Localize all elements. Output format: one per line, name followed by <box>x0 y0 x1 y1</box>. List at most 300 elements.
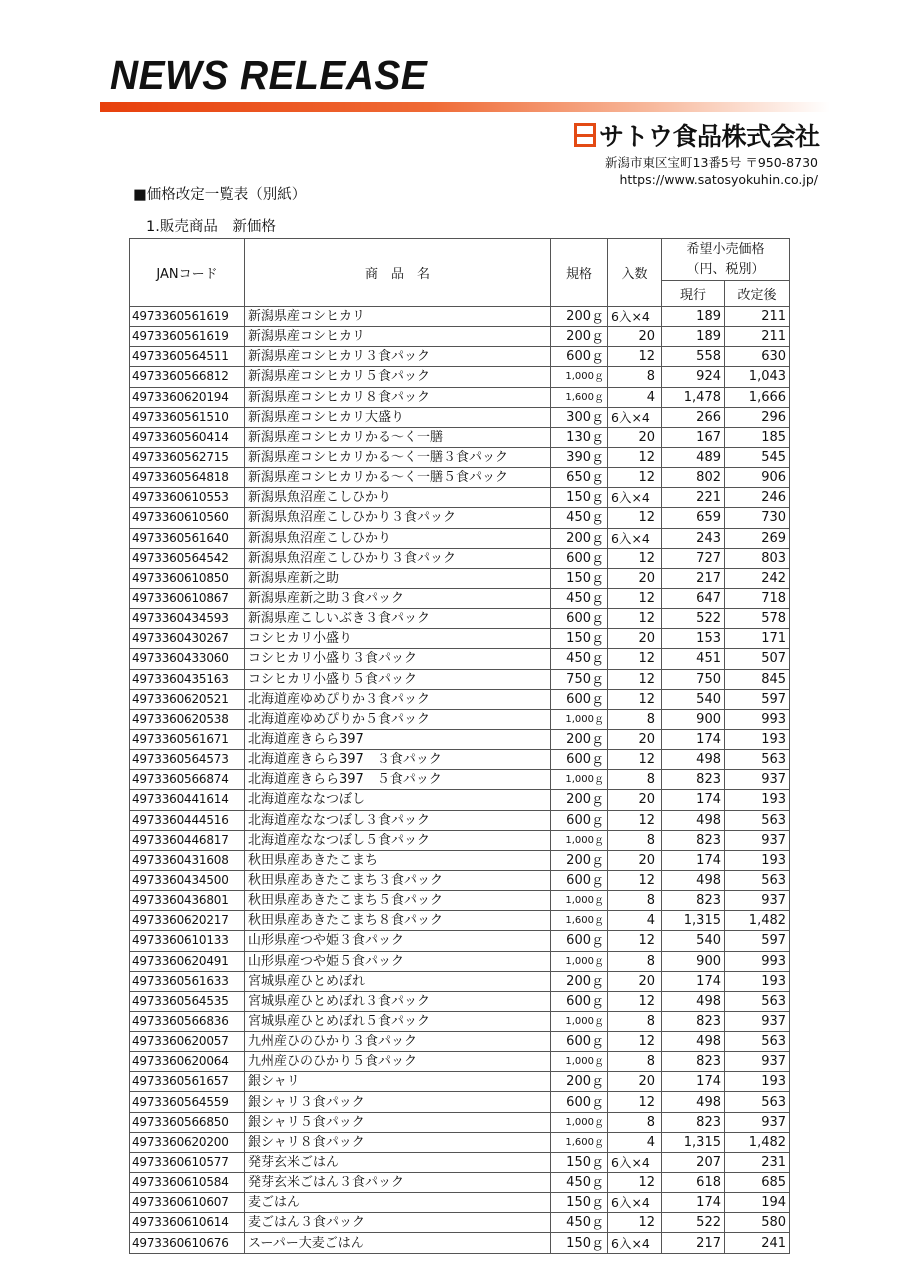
quantity: 4 <box>608 1132 662 1152</box>
product-name: 新潟県産新之助３食パック <box>245 588 551 608</box>
quantity: 12 <box>608 750 662 770</box>
quantity: 8 <box>608 1052 662 1072</box>
revised-price: 937 <box>725 891 790 911</box>
spec: 1,000ｇ <box>551 367 608 387</box>
table-row <box>130 468 790 488</box>
jan-code: 4973360564559 <box>130 1092 245 1112</box>
table-row <box>130 588 790 608</box>
current-price: 498 <box>662 1032 725 1052</box>
spec: 600ｇ <box>551 548 608 568</box>
revised-price: 937 <box>725 770 790 790</box>
product-name: 新潟県産こしいぶき３食パック <box>245 609 551 629</box>
current-price: 823 <box>662 1052 725 1072</box>
spec: 200ｇ <box>551 1072 608 1092</box>
spec: 600ｇ <box>551 1092 608 1112</box>
spec: 200ｇ <box>551 790 608 810</box>
product-name: 新潟県産新之助 <box>245 568 551 588</box>
quantity: 12 <box>608 468 662 488</box>
table-row <box>130 891 790 911</box>
jan-code: 4973360620217 <box>130 911 245 931</box>
revised-price: 993 <box>725 951 790 971</box>
jan-code: 4973360620200 <box>130 1132 245 1152</box>
revised-price: 685 <box>725 1173 790 1193</box>
quantity: 12 <box>608 609 662 629</box>
table-row <box>130 750 790 770</box>
current-price: 174 <box>662 729 725 749</box>
spec: 1,000ｇ <box>551 1011 608 1031</box>
product-name: コシヒカリ小盛り５食パック <box>245 669 551 689</box>
product-name: 北海道産きらら397 ５食パック <box>245 770 551 790</box>
product-name: 北海道産ゆめぴりか５食パック <box>245 709 551 729</box>
quantity: 6入×4 <box>608 407 662 427</box>
quantity: 20 <box>608 427 662 447</box>
revised-price: 597 <box>725 689 790 709</box>
current-price: 207 <box>662 1152 725 1172</box>
spec: 450ｇ <box>551 1213 608 1233</box>
jan-code: 4973360564818 <box>130 468 245 488</box>
revised-price: 296 <box>725 407 790 427</box>
company-name: サトウ食品株式会社 <box>599 122 820 151</box>
table-row <box>130 729 790 749</box>
price-table <box>129 238 790 1254</box>
current-price: 1,478 <box>662 387 725 407</box>
jan-code: 4973360564511 <box>130 347 245 367</box>
spec: 200ｇ <box>551 307 608 327</box>
product-name: 麦ごはん <box>245 1193 551 1213</box>
jan-code: 4973360610614 <box>130 1213 245 1233</box>
jan-code: 4973360562715 <box>130 447 245 467</box>
product-name: 山形県産つや姫５食パック <box>245 951 551 971</box>
quantity: 8 <box>608 1112 662 1132</box>
revised-price: 193 <box>725 971 790 991</box>
current-price: 221 <box>662 488 725 508</box>
product-name: 北海道産きらら397 ３食パック <box>245 750 551 770</box>
jan-code: 4973360561633 <box>130 971 245 991</box>
jan-code: 4973360561510 <box>130 407 245 427</box>
jan-code: 4973360433060 <box>130 649 245 669</box>
product-name: スーパー大麦ごはん <box>245 1233 551 1253</box>
jan-code: 4973360434500 <box>130 870 245 890</box>
product-name: 銀シャリ <box>245 1072 551 1092</box>
table-row <box>130 810 790 830</box>
jan-code: 4973360446817 <box>130 830 245 850</box>
spec: 390ｇ <box>551 447 608 467</box>
table-row <box>130 1233 790 1253</box>
product-name: 北海道産きらら397 <box>245 729 551 749</box>
current-price: 659 <box>662 508 725 528</box>
spec: 600ｇ <box>551 1032 608 1052</box>
product-name: 新潟県魚沼産こしひかり３食パック <box>245 548 551 568</box>
company-address: 新潟市東区宝町13番5号 〒950-8730 <box>604 155 818 170</box>
table-row <box>130 689 790 709</box>
product-name: 麦ごはん３食パック <box>245 1213 551 1233</box>
table-row <box>130 427 790 447</box>
current-price: 174 <box>662 1072 725 1092</box>
revised-price: 718 <box>725 588 790 608</box>
current-price: 167 <box>662 427 725 447</box>
current-price: 153 <box>662 629 725 649</box>
table-row <box>130 649 790 669</box>
table-row <box>130 327 790 347</box>
current-price: 558 <box>662 347 725 367</box>
quantity: 20 <box>608 568 662 588</box>
spec: 1,000ｇ <box>551 770 608 790</box>
current-price: 498 <box>662 810 725 830</box>
jan-code: 4973360564535 <box>130 991 245 1011</box>
revised-price: 246 <box>725 488 790 508</box>
jan-code: 4973360561640 <box>130 528 245 548</box>
current-price: 750 <box>662 669 725 689</box>
header-name: 商 品 名 <box>245 239 551 307</box>
quantity: 12 <box>608 669 662 689</box>
revised-price: 580 <box>725 1213 790 1233</box>
spec: 150ｇ <box>551 1193 608 1213</box>
product-name: 秋田県産あきたこまち５食パック <box>245 891 551 911</box>
jan-code: 4973360561619 <box>130 327 245 347</box>
revised-price: 563 <box>725 1092 790 1112</box>
product-name: 銀シャリ３食パック <box>245 1092 551 1112</box>
spec: 600ｇ <box>551 991 608 1011</box>
quantity: 6入×4 <box>608 1152 662 1172</box>
revised-price: 906 <box>725 468 790 488</box>
quantity: 8 <box>608 891 662 911</box>
revised-price: 507 <box>725 649 790 669</box>
table-row <box>130 1092 790 1112</box>
table-row <box>130 548 790 568</box>
table-row <box>130 770 790 790</box>
table-row <box>130 1193 790 1213</box>
jan-code: 4973360436801 <box>130 891 245 911</box>
quantity: 20 <box>608 1072 662 1092</box>
current-price: 489 <box>662 447 725 467</box>
revised-price: 630 <box>725 347 790 367</box>
header-price-note: （円、税別） <box>686 261 765 277</box>
spec: 150ｇ <box>551 629 608 649</box>
header-spec: 規格 <box>551 239 608 307</box>
section-subheading: 1.販売商品 新価格 <box>146 219 276 235</box>
company-logo <box>574 120 820 150</box>
product-name: 北海道産ななつぼし３食パック <box>245 810 551 830</box>
current-price: 540 <box>662 931 725 951</box>
jan-code: 4973360620194 <box>130 387 245 407</box>
jan-code: 4973360564573 <box>130 750 245 770</box>
product-name: 発芽玄米ごはん３食パック <box>245 1173 551 1193</box>
quantity: 20 <box>608 629 662 649</box>
table-row <box>130 790 790 810</box>
jan-code: 4973360610577 <box>130 1152 245 1172</box>
product-name: 新潟県魚沼産こしひかり <box>245 488 551 508</box>
table-row <box>130 1011 790 1031</box>
quantity: 12 <box>608 347 662 367</box>
quantity: 12 <box>608 1092 662 1112</box>
table-row <box>130 307 790 327</box>
spec: 450ｇ <box>551 588 608 608</box>
table-row <box>130 367 790 387</box>
table-row <box>130 1072 790 1092</box>
table-row <box>130 1112 790 1132</box>
quantity: 20 <box>608 971 662 991</box>
jan-code: 4973360566850 <box>130 1112 245 1132</box>
jan-code: 4973360566812 <box>130 367 245 387</box>
table-row <box>130 971 790 991</box>
spec: 1,000ｇ <box>551 1112 608 1132</box>
table-row <box>130 407 790 427</box>
spec: 1,600ｇ <box>551 911 608 931</box>
revised-price: 563 <box>725 870 790 890</box>
revised-price: 563 <box>725 810 790 830</box>
jan-code: 4973360430267 <box>130 629 245 649</box>
quantity: 6入×4 <box>608 307 662 327</box>
product-name: 新潟県魚沼産こしひかり３食パック <box>245 508 551 528</box>
table-row <box>130 528 790 548</box>
current-price: 217 <box>662 1233 725 1253</box>
table-row <box>130 870 790 890</box>
jan-code: 4973360561657 <box>130 1072 245 1092</box>
product-name: 宮城県産ひとめぼれ３食パック <box>245 991 551 1011</box>
quantity: 6入×4 <box>608 1233 662 1253</box>
quantity: 12 <box>608 991 662 1011</box>
quantity: 8 <box>608 1011 662 1031</box>
header-revised: 改定後 <box>725 281 790 307</box>
product-name: コシヒカリ小盛り３食パック <box>245 649 551 669</box>
spec: 1,600ｇ <box>551 387 608 407</box>
table-row <box>130 1173 790 1193</box>
jan-code: 4973360610560 <box>130 508 245 528</box>
company-url: https://www.satosyokuhin.co.jp/ <box>619 172 818 187</box>
product-name: 発芽玄米ごはん <box>245 1152 551 1172</box>
current-price: 540 <box>662 689 725 709</box>
current-price: 618 <box>662 1173 725 1193</box>
spec: 1,600ｇ <box>551 1132 608 1152</box>
product-name: 新潟県産コシヒカリ５食パック <box>245 367 551 387</box>
revised-price: 185 <box>725 427 790 447</box>
spec: 600ｇ <box>551 931 608 951</box>
revised-price: 803 <box>725 548 790 568</box>
current-price: 174 <box>662 790 725 810</box>
table-row <box>130 609 790 629</box>
table-row <box>130 488 790 508</box>
jan-code: 4973360610850 <box>130 568 245 588</box>
spec: 600ｇ <box>551 609 608 629</box>
current-price: 498 <box>662 991 725 1011</box>
spec: 200ｇ <box>551 327 608 347</box>
jan-code: 4973360566874 <box>130 770 245 790</box>
quantity: 12 <box>608 447 662 467</box>
current-price: 823 <box>662 1112 725 1132</box>
current-price: 823 <box>662 1011 725 1031</box>
table-row <box>130 911 790 931</box>
product-name: 秋田県産あきたこまち <box>245 850 551 870</box>
section-heading: ■価格改定一覧表（別紙） <box>133 187 307 203</box>
table-row <box>130 669 790 689</box>
product-name: 新潟県産コシヒカリかる～く一膳３食パック <box>245 447 551 467</box>
jan-code: 4973360441614 <box>130 790 245 810</box>
revised-price: 937 <box>725 830 790 850</box>
revised-price: 563 <box>725 750 790 770</box>
jan-code: 4973360620057 <box>130 1032 245 1052</box>
product-name: 新潟県産コシヒカリ８食パック <box>245 387 551 407</box>
jan-code: 4973360620064 <box>130 1052 245 1072</box>
jan-code: 4973360561671 <box>130 729 245 749</box>
jan-code: 4973360610584 <box>130 1173 245 1193</box>
spec: 600ｇ <box>551 870 608 890</box>
quantity: 8 <box>608 709 662 729</box>
current-price: 266 <box>662 407 725 427</box>
quantity: 20 <box>608 729 662 749</box>
table-row <box>130 1032 790 1052</box>
quantity: 12 <box>608 1032 662 1052</box>
revised-price: 563 <box>725 1032 790 1052</box>
revised-price: 269 <box>725 528 790 548</box>
table-row <box>130 850 790 870</box>
quantity: 12 <box>608 508 662 528</box>
current-price: 189 <box>662 307 725 327</box>
spec: 650ｇ <box>551 468 608 488</box>
current-price: 1,315 <box>662 911 725 931</box>
product-name: 九州産ひのひかり５食パック <box>245 1052 551 1072</box>
current-price: 900 <box>662 709 725 729</box>
revised-price: 193 <box>725 1072 790 1092</box>
jan-code: 4973360560414 <box>130 427 245 447</box>
product-name: 宮城県産ひとめぼれ５食パック <box>245 1011 551 1031</box>
spec: 1,000ｇ <box>551 891 608 911</box>
table-row <box>130 568 790 588</box>
current-price: 802 <box>662 468 725 488</box>
quantity: 20 <box>608 790 662 810</box>
current-price: 189 <box>662 327 725 347</box>
spec: 450ｇ <box>551 649 608 669</box>
product-name: 北海道産ななつぼし <box>245 790 551 810</box>
spec: 300ｇ <box>551 407 608 427</box>
current-price: 243 <box>662 528 725 548</box>
product-name: 宮城県産ひとめぼれ <box>245 971 551 991</box>
product-name: 山形県産つや姫３食パック <box>245 931 551 951</box>
product-name: 銀シャリ８食パック <box>245 1132 551 1152</box>
product-name: 新潟県産コシヒカリ <box>245 327 551 347</box>
current-price: 498 <box>662 750 725 770</box>
jan-code: 4973360610607 <box>130 1193 245 1213</box>
revised-price: 597 <box>725 931 790 951</box>
spec: 150ｇ <box>551 1233 608 1253</box>
quantity: 8 <box>608 830 662 850</box>
spec: 200ｇ <box>551 850 608 870</box>
spec: 150ｇ <box>551 568 608 588</box>
quantity: 12 <box>608 1173 662 1193</box>
current-price: 498 <box>662 870 725 890</box>
quantity: 4 <box>608 387 662 407</box>
revised-price: 1,482 <box>725 911 790 931</box>
quantity: 12 <box>608 931 662 951</box>
spec: 1,000ｇ <box>551 951 608 971</box>
current-price: 217 <box>662 568 725 588</box>
revised-price: 845 <box>725 669 790 689</box>
current-price: 727 <box>662 548 725 568</box>
table-row <box>130 951 790 971</box>
revised-price: 171 <box>725 629 790 649</box>
revised-price: 1,482 <box>725 1132 790 1152</box>
revised-price: 194 <box>725 1193 790 1213</box>
current-price: 174 <box>662 850 725 870</box>
jan-code: 4973360444516 <box>130 810 245 830</box>
spec: 200ｇ <box>551 729 608 749</box>
quantity: 6入×4 <box>608 488 662 508</box>
quantity: 6入×4 <box>608 528 662 548</box>
product-name: 新潟県産コシヒカリかる～く一膳 <box>245 427 551 447</box>
quantity: 12 <box>608 1213 662 1233</box>
product-name: 新潟県産コシヒカリ <box>245 307 551 327</box>
jan-code: 4973360564542 <box>130 548 245 568</box>
table-row <box>130 1052 790 1072</box>
jan-code: 4973360566836 <box>130 1011 245 1031</box>
table-row <box>130 1152 790 1172</box>
quantity: 12 <box>608 689 662 709</box>
revised-price: 545 <box>725 447 790 467</box>
jan-code: 4973360435163 <box>130 669 245 689</box>
quantity: 6入×4 <box>608 1193 662 1213</box>
product-name: 北海道産ゆめぴりか３食パック <box>245 689 551 709</box>
revised-price: 241 <box>725 1233 790 1253</box>
quantity: 8 <box>608 770 662 790</box>
table-row <box>130 347 790 367</box>
logo-mark-icon <box>574 123 596 147</box>
header-jan: JANコード <box>130 239 245 307</box>
table-row <box>130 1132 790 1152</box>
current-price: 823 <box>662 830 725 850</box>
spec: 600ｇ <box>551 810 608 830</box>
product-name: 九州産ひのひかり３食パック <box>245 1032 551 1052</box>
current-price: 174 <box>662 1193 725 1213</box>
current-price: 522 <box>662 609 725 629</box>
jan-code: 4973360610867 <box>130 588 245 608</box>
product-name: コシヒカリ小盛り <box>245 629 551 649</box>
revised-price: 1,043 <box>725 367 790 387</box>
quantity: 8 <box>608 951 662 971</box>
table-row <box>130 709 790 729</box>
header-qty: 入数 <box>608 239 662 307</box>
spec: 750ｇ <box>551 669 608 689</box>
spec: 1,000ｇ <box>551 709 608 729</box>
jan-code: 4973360610553 <box>130 488 245 508</box>
jan-code: 4973360610133 <box>130 931 245 951</box>
revised-price: 993 <box>725 709 790 729</box>
table-row <box>130 387 790 407</box>
spec: 450ｇ <box>551 1173 608 1193</box>
quantity: 20 <box>608 327 662 347</box>
spec: 200ｇ <box>551 971 608 991</box>
product-name: 新潟県産コシヒカリ３食パック <box>245 347 551 367</box>
revised-price: 937 <box>725 1011 790 1031</box>
current-price: 647 <box>662 588 725 608</box>
revised-price: 242 <box>725 568 790 588</box>
revised-price: 1,666 <box>725 387 790 407</box>
header-current: 現行 <box>662 281 725 307</box>
quantity: 12 <box>608 810 662 830</box>
quantity: 8 <box>608 367 662 387</box>
accent-bar <box>100 102 830 112</box>
spec: 600ｇ <box>551 347 608 367</box>
spec: 1,000ｇ <box>551 830 608 850</box>
table-row <box>130 629 790 649</box>
product-name: 銀シャリ５食パック <box>245 1112 551 1132</box>
revised-price: 563 <box>725 991 790 1011</box>
current-price: 451 <box>662 649 725 669</box>
current-price: 522 <box>662 1213 725 1233</box>
spec: 130ｇ <box>551 427 608 447</box>
current-price: 498 <box>662 1092 725 1112</box>
current-price: 823 <box>662 770 725 790</box>
current-price: 1,315 <box>662 1132 725 1152</box>
header-price <box>662 239 790 281</box>
